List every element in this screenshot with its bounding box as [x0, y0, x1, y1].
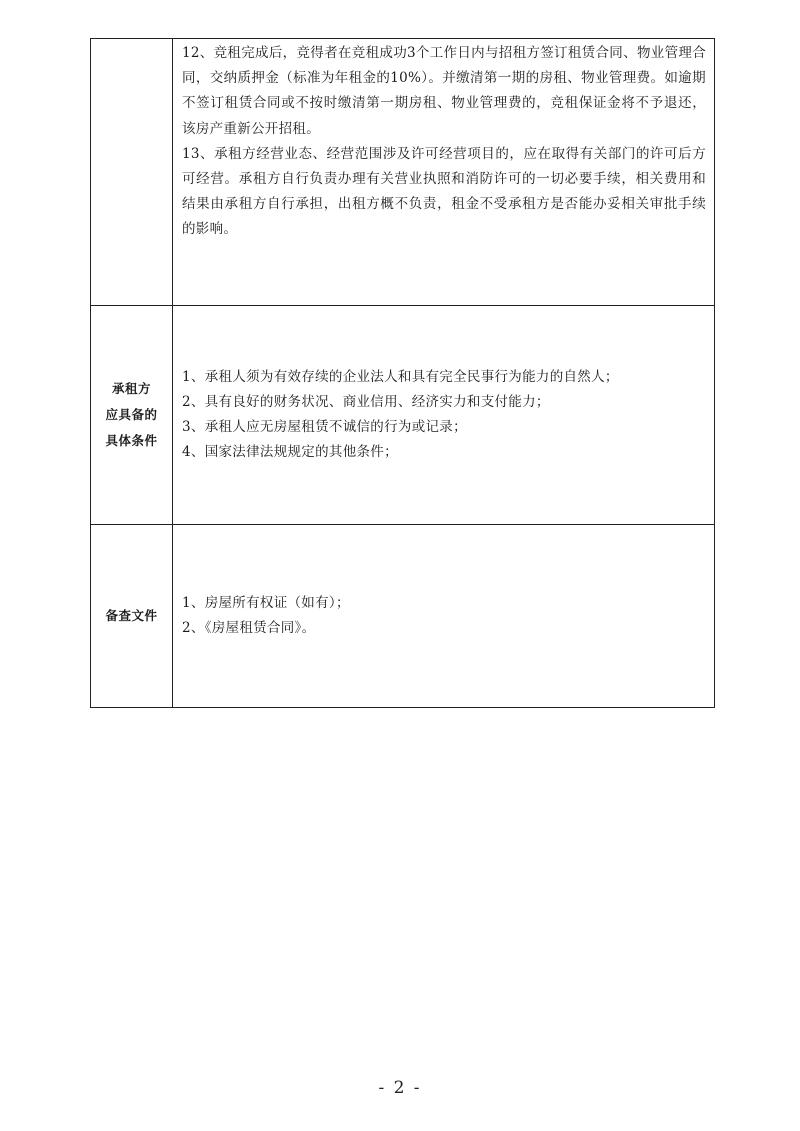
document-item: 2、《房屋租赁合同》。	[182, 620, 316, 636]
row-content-cell	[173, 525, 715, 708]
condition-item: 3、承租人应无房屋租赁不诚信的行为或记录；	[182, 419, 467, 435]
row-label-cell-empty	[91, 39, 173, 306]
row-label-line: 承租方	[111, 381, 151, 396]
condition-item: 1、承租人须为有效存续的企业法人和具有完全民事行为能力的自然人；	[182, 368, 619, 385]
row-label-tenant-conditions	[91, 306, 173, 525]
clause-12-paragraph: 12、竞租完成后，竞得者在竞租成功3个工作日内与招租方签订租赁合同、物业管理合同，交纳质押金（标准为年租金的10%）。并缴清第一期的房租、物业管理费。如逾期不签订租赁合同或不按时缴清第一期房租、物业管理费的，竞租保证金将不予退还，该房产重新公开招租。	[182, 45, 706, 137]
document-table	[90, 38, 715, 708]
table-row	[91, 39, 715, 306]
row-content-cell	[173, 306, 715, 525]
table-row	[91, 525, 715, 708]
row-label-line: 应具备的	[105, 407, 158, 422]
page-number: - 2 -	[378, 1078, 422, 1098]
condition-item: 4、国家法律法规规定的其他条件；	[182, 444, 398, 461]
table-row	[91, 306, 715, 525]
condition-item: 2、具有良好的财务状况、商业信用、经济实力和支付能力；	[182, 393, 550, 410]
row-label-line: 具体条件	[105, 433, 158, 448]
row-label-reference-documents	[91, 525, 173, 708]
clause-13-paragraph: 13、承租方经营业态、经营范围涉及许可经营项目的，应在取得有关部门的许可后方可经营。承租方自行负责办理有关营业执照和消防许可的一切必要手续，相关费用和结果由承租方自行承担，出租方概不负责，租金不受承租方是否能办妥相关审批手续的影响。	[182, 145, 706, 238]
document-item: 1、房屋所有权证（如有）；	[182, 594, 350, 611]
row-label-line: 备查文件	[105, 608, 158, 623]
row-content-cell	[173, 39, 715, 306]
